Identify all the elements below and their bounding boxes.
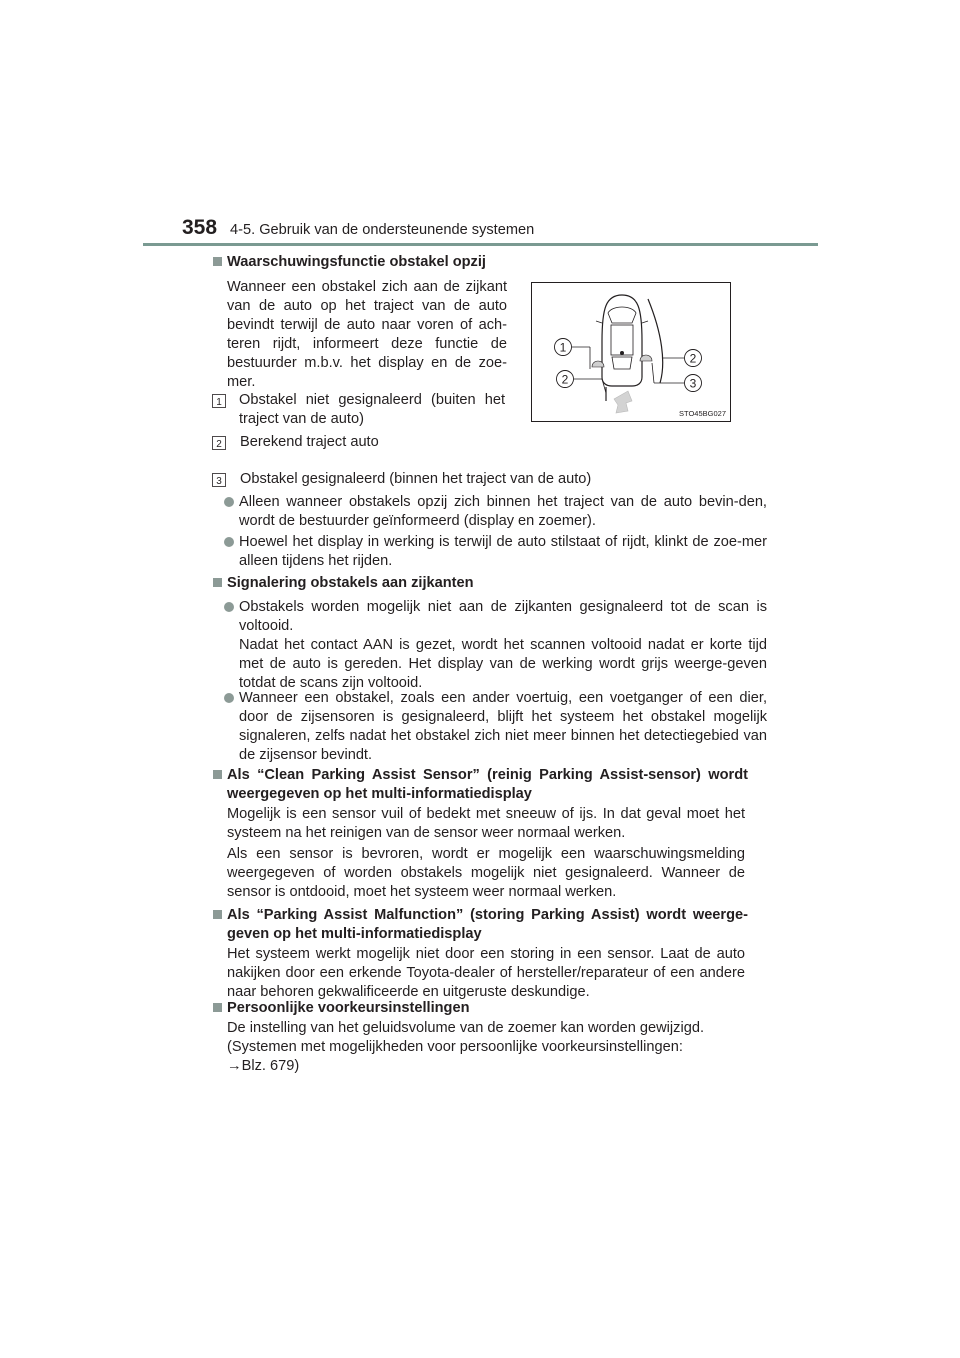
section-heading-clean-sensor: Als “Clean Parking Assist Sensor” (reinig Parking Assist-sensor) wordt weergegeven op het multi-informatiedisplay [213, 766, 748, 804]
page-number: 358 [182, 216, 218, 239]
number-2-icon [212, 436, 226, 450]
bullet-item: Alleen wanneer obstakels opzij zich binnen het traject van de auto bevin-den, wordt de bestuurder geïnformeerd (display en zoemer). [224, 493, 767, 531]
number-1-icon [212, 394, 226, 408]
section-heading-personal-settings: Persoonlijke voorkeursinstellingen [213, 999, 470, 1018]
bullet-icon [224, 602, 234, 612]
section-marker-icon [213, 770, 222, 779]
bullet-item: Hoewel het display in werking is terwijl de auto stilstaat of rijdt, klinkt de zoe-mer alleen tijdens het rijden. [224, 533, 767, 571]
diagram-drawing [532, 283, 730, 421]
bullet-icon [224, 537, 234, 547]
callout-label-2: 2 [561, 372, 569, 387]
callout-label-1: 1 [559, 340, 567, 355]
legend-text: Obstakel gesignaleerd (binnen het traject van de auto) [240, 471, 592, 487]
legend-item-1 [212, 391, 508, 429]
paragraph: Mogelijk is een sensor vuil of bedekt met sneeuw of ijs. In dat geval moet het systeem na het reinigen van de sensor weer normaal werken. [227, 806, 745, 841]
legend-line: traject van de auto) [239, 411, 364, 427]
svg-text:2: 2 [216, 439, 222, 450]
page-reference: →Blz. 679) [227, 1058, 300, 1074]
legend-line: Obstakel niet gesignaleerd (buiten het [239, 392, 505, 408]
intro-line: bevindt terwijl de auto naar voren of ach- [227, 317, 507, 333]
legend-item-2 [212, 433, 508, 452]
callout-label-2: 2 [689, 351, 697, 366]
section-heading-side-signalling: Signalering obstakels aan zijkanten [213, 574, 474, 593]
chapter-title: 4-5. Gebruik van de ondersteunende systemen [230, 222, 535, 238]
section-heading-malfunction: Als “Parking Assist Malfunction” (storing Parking Assist) wordt weerge- geven op het multi-informatiedisplay [213, 906, 748, 944]
intro-paragraph [227, 278, 507, 392]
intro-line: bestuurder m.b.v. het display en de zoe- [227, 355, 507, 371]
section-marker-icon [213, 257, 222, 266]
bullet-icon [224, 497, 234, 507]
intro-line: Wanneer een obstakel zich aan de zijkant [227, 279, 507, 295]
intro-line: teren rijdt, informeert deze functie de [227, 336, 507, 352]
section-marker-icon [213, 910, 222, 919]
callout-label-3: 3 [689, 376, 697, 391]
svg-text:3: 3 [216, 476, 222, 487]
bullet-item: Obstakels worden mogelijk niet aan de zijkanten gesignaleerd tot de scan is voltooid. Nadat het contact AAN is gezet, wordt het scannen voltooid nadat er korte tijd met de auto is gereden. Het display van de werking wordt grijs weerge-geven totdat de scans zijn voltooid. [224, 598, 767, 693]
side-obstacle-diagram [531, 282, 731, 422]
svg-text:1: 1 [216, 397, 222, 408]
section-marker-icon [213, 1003, 222, 1012]
paragraph: Als een sensor is bevroren, wordt er mogelijk een waarschuwingsmelding weergegeven of worden obstakels mogelijk niet gesignaleerd. Wanneer de sensor is ontdooid, moet het systeem weer normaal werken. [227, 846, 745, 900]
number-3-icon [212, 473, 226, 487]
arrow-right-icon: → [227, 1058, 242, 1074]
figure-code: STO45BG027 [679, 409, 726, 418]
intro-line: mer. [227, 374, 256, 390]
legend-text: Berekend traject auto [240, 434, 379, 450]
bullet-item: Wanneer een obstakel, zoals een ander voertuig, een voetganger of een dier, door de zijsensoren is gesignaleerd, blijft het systeem het obstakel mogelijk signaleren, zelfs nadat het obstakel zich niet meer binnen het detectiegebied van de zijsensor bevindt. [224, 689, 767, 765]
bullet-icon [224, 693, 234, 703]
legend-item-3 [212, 470, 752, 489]
section-marker-icon [213, 578, 222, 587]
paragraph: De instelling van het geluidsvolume van de zoemer kan worden gewijzigd. (Systemen met mogelijkheden voor persoonlijke voorkeursinstellingen: →Blz. 679) [227, 1019, 757, 1076]
section-heading-side-obstacle-warning: Waarschuwingsfunctie obstakel opzij [213, 253, 486, 272]
header-rule [143, 243, 818, 246]
intro-line: van de auto op het traject van de auto [227, 298, 507, 314]
paragraph: Het systeem werkt mogelijk niet door een storing in een sensor. Laat de auto nakijken door een erkende Toyota-dealer of hersteller/reparateur of een andere naar behoren gekwalificeerde en uitgeruste deskundige. [227, 946, 745, 1000]
